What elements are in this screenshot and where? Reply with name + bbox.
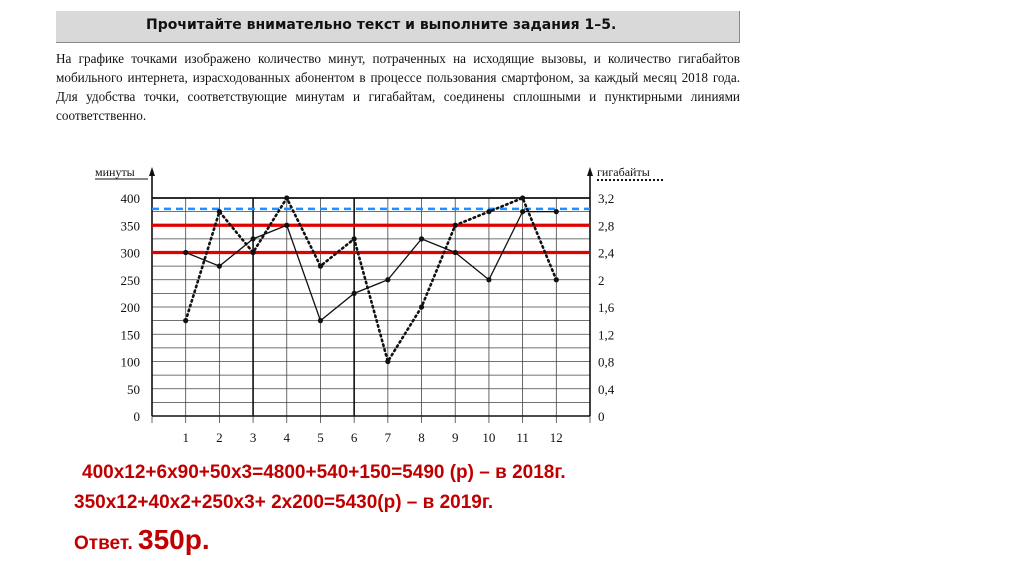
- left-tick-label: 50: [127, 381, 140, 397]
- minutes-point: [385, 277, 390, 282]
- gigabytes-point: [217, 209, 222, 214]
- x-tick-label: 9: [451, 430, 459, 445]
- gigabytes-point: [419, 304, 424, 309]
- left-axis-arrow: [149, 167, 155, 176]
- x-tick-label: 1: [182, 430, 189, 445]
- solution-line-2: 350х12+40х2+250х3+ 2х200=5430(р) – в 2019г.: [74, 492, 494, 513]
- right-axis-label: гигабайты: [597, 165, 650, 179]
- gigabytes-point: [453, 223, 458, 228]
- intro-text: На графике точками изображено количество минут, потраченных на исходящие вызовы, и количество гигабайтов мобильного интернета, израсходованных абонентом в процессе пользования смартфоном, за каждый месяц 2018 года. Для удобства точки, соответствующие минутам и гигабайтам, соединены сплошными и пунктирными линиями соответственно.: [56, 51, 740, 123]
- x-tick-label: 4: [283, 430, 291, 445]
- left-tick-label: 200: [120, 300, 140, 315]
- x-tick-label: 10: [482, 430, 496, 445]
- minutes-point: [183, 250, 188, 255]
- answer-value: 350р.: [138, 524, 210, 555]
- gigabytes-point: [250, 250, 255, 255]
- left-tick-label: 100: [120, 354, 140, 370]
- gigabytes-point: [486, 209, 491, 214]
- left-tick-label: 0: [133, 409, 140, 424]
- right-tick-label: 2,8: [598, 218, 615, 234]
- left-tick-label: 250: [120, 272, 140, 288]
- x-tick-label: 2: [216, 430, 223, 445]
- right-tick-label: 2: [598, 272, 605, 288]
- right-tick-label: 1,2: [598, 327, 615, 343]
- x-tick-label: 8: [418, 430, 425, 445]
- x-tick-label: 6: [350, 430, 358, 445]
- right-tick-label: 3,2: [598, 191, 615, 206]
- left-tick-label: 400: [120, 191, 140, 206]
- left-tick-label: 150: [120, 327, 140, 343]
- right-tick-label: 0,4: [598, 381, 615, 397]
- task-header-title: Прочитайте внимательно текст и выполните задания 1–5.: [146, 17, 617, 33]
- minutes-point: [250, 236, 255, 241]
- minutes-point: [352, 291, 357, 296]
- gigabytes-point: [352, 236, 357, 241]
- left-tick-label: 300: [120, 245, 140, 261]
- x-tick-label: 7: [384, 430, 392, 445]
- answer-label: Ответ.: [74, 533, 133, 554]
- minutes-point: [453, 250, 458, 255]
- right-tick-label: 0: [598, 409, 605, 424]
- minutes-point: [419, 236, 424, 241]
- minutes-point: [554, 209, 559, 214]
- gigabytes-point: [284, 195, 289, 200]
- right-axis-arrow: [587, 167, 593, 176]
- answer: [74, 524, 210, 556]
- gigabytes-point: [520, 195, 525, 200]
- minutes-point: [284, 223, 289, 228]
- right-tick-label: 0,8: [598, 354, 615, 370]
- gigabytes-point: [318, 264, 323, 269]
- gigabytes-point: [554, 277, 559, 282]
- x-tick-label: 12: [549, 430, 563, 445]
- x-tick-label: 11: [516, 430, 529, 445]
- x-tick-label: 3: [249, 430, 257, 445]
- x-tick-label: 5: [317, 430, 324, 445]
- gigabytes-point: [385, 359, 390, 364]
- left-axis-label: минуты: [95, 165, 135, 179]
- right-tick-label: 1,6: [598, 300, 615, 315]
- solution-line-1: 400х12+6х90+50х3=4800+540+150=5490 (р) – в 2018г.: [82, 462, 566, 483]
- minutes-point: [486, 277, 491, 282]
- minutes-point: [217, 264, 222, 269]
- left-tick-label: 350: [120, 218, 140, 234]
- minutes-point: [318, 318, 323, 323]
- gigabytes-point: [183, 318, 188, 323]
- minutes-point: [520, 209, 525, 214]
- right-tick-label: 2,4: [598, 245, 615, 261]
